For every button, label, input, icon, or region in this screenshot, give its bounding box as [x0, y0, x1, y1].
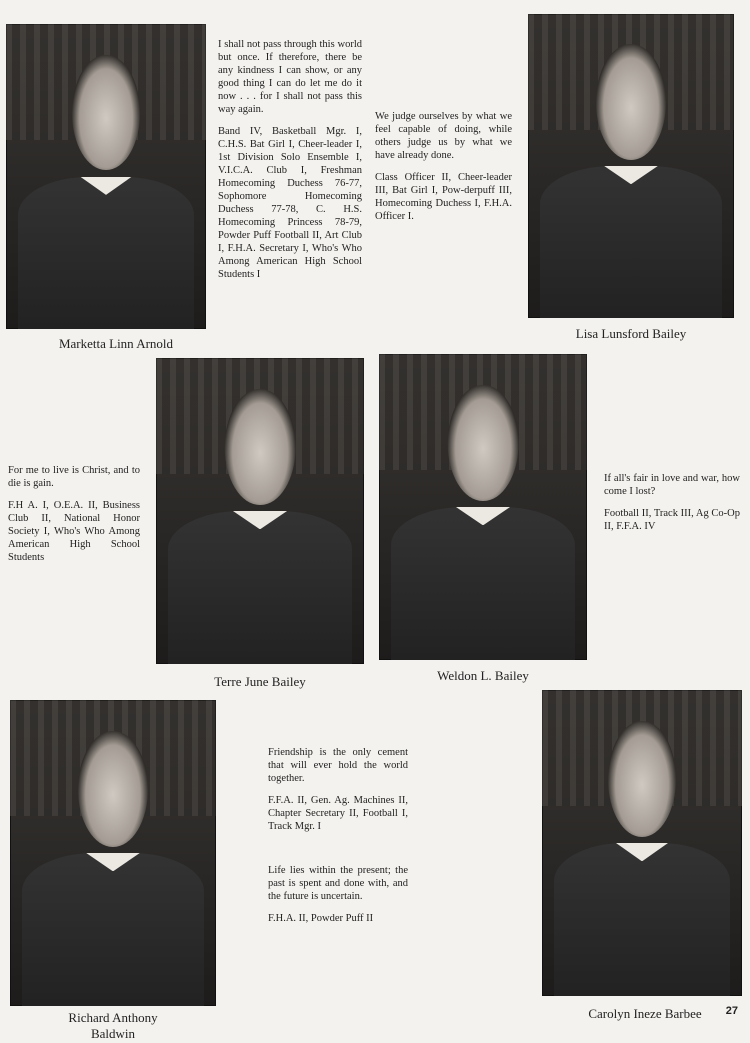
student-bio-lisa-bailey — [375, 110, 512, 232]
student-name-line: Richard Anthony — [68, 1010, 158, 1025]
student-quote: For me to live is Christ, and to die is gain. — [8, 465, 140, 489]
portrait-photo-richard-baldwin — [10, 700, 216, 1006]
student-activities: Band IV, Basketball Mgr. I, C.H.S. Bat Girl I, Cheer-leader I, 1st Division Solo Ensemble I, V.I.C.A. Club I, Freshman Homecoming Duchess 76-77, Sophomore Homecoming Duchess 77-78, C. H.S. Homecoming Princess 78-79, Powder Puff Football II, Art Club I, F.H.A. Secretary I, Who's Who Among American High School Students I — [218, 126, 362, 280]
student-name-richard-baldwin — [10, 1010, 216, 1042]
student-activities: Class Officer II, Cheer-leader III, Bat Girl I, Pow-derpuff III, Homecoming Duchess I, F.H.A. Officer I. — [375, 172, 512, 222]
student-quote: Friendship is the only cement that will ever hold the world together. — [268, 747, 408, 784]
student-bio-weldon-bailey — [604, 472, 740, 542]
student-quote: I shall not pass through this world but once. If therefore, there be any kindness I can show, or any good thing I can do let me do it now . . . for I shall not pass this way again. — [218, 39, 362, 115]
student-quote: Life lies within the present; the past is spent and done with, and the future is uncertain. — [268, 865, 408, 902]
student-name-line: Baldwin — [90, 1026, 136, 1041]
student-name-carolyn-barbee: Carolyn Ineze Barbee — [588, 1006, 702, 1021]
student-bio-terre-bailey — [8, 464, 140, 573]
student-quote: If all's fair in love and war, how come I lost? — [604, 473, 740, 497]
portrait-photo-terre-bailey — [156, 358, 364, 664]
student-quote: We judge ourselves by what we feel capable of doing, while others judge us by what we have already done. — [375, 111, 512, 161]
portrait-photo-marketta-arnold — [6, 24, 206, 329]
student-name-weldon-bailey: Weldon L. Bailey — [437, 668, 529, 683]
student-name-marketta-arnold: Marketta Linn Arnold — [58, 336, 174, 351]
student-bio-marketta-arnold — [218, 38, 362, 290]
portrait-photo-weldon-bailey — [379, 354, 587, 660]
student-activities: Football II, Track III, Ag Co-Op II, F.F.A. IV — [604, 508, 740, 532]
student-activities: F.H A. I, O.E.A. II, Business Club II, National Honor Society I, Who's Who Among American High School Students — [8, 500, 140, 563]
student-bio-richard-baldwin — [268, 746, 408, 842]
student-name-lisa-bailey: Lisa Lunsford Bailey — [575, 326, 687, 341]
student-activities: F.F.A. II, Gen. Ag. Machines II, Chapter Secretary II, Football I, Track Mgr. I — [268, 795, 408, 832]
portrait-photo-lisa-bailey — [528, 14, 734, 318]
portrait-photo-carolyn-barbee — [542, 690, 742, 996]
student-activities: F.H.A. II, Powder Puff II — [268, 913, 374, 924]
page-number: 27 — [725, 1005, 738, 1017]
student-bio-carolyn-barbee — [268, 864, 408, 934]
student-name-terre-bailey: Terre June Bailey — [214, 674, 306, 689]
